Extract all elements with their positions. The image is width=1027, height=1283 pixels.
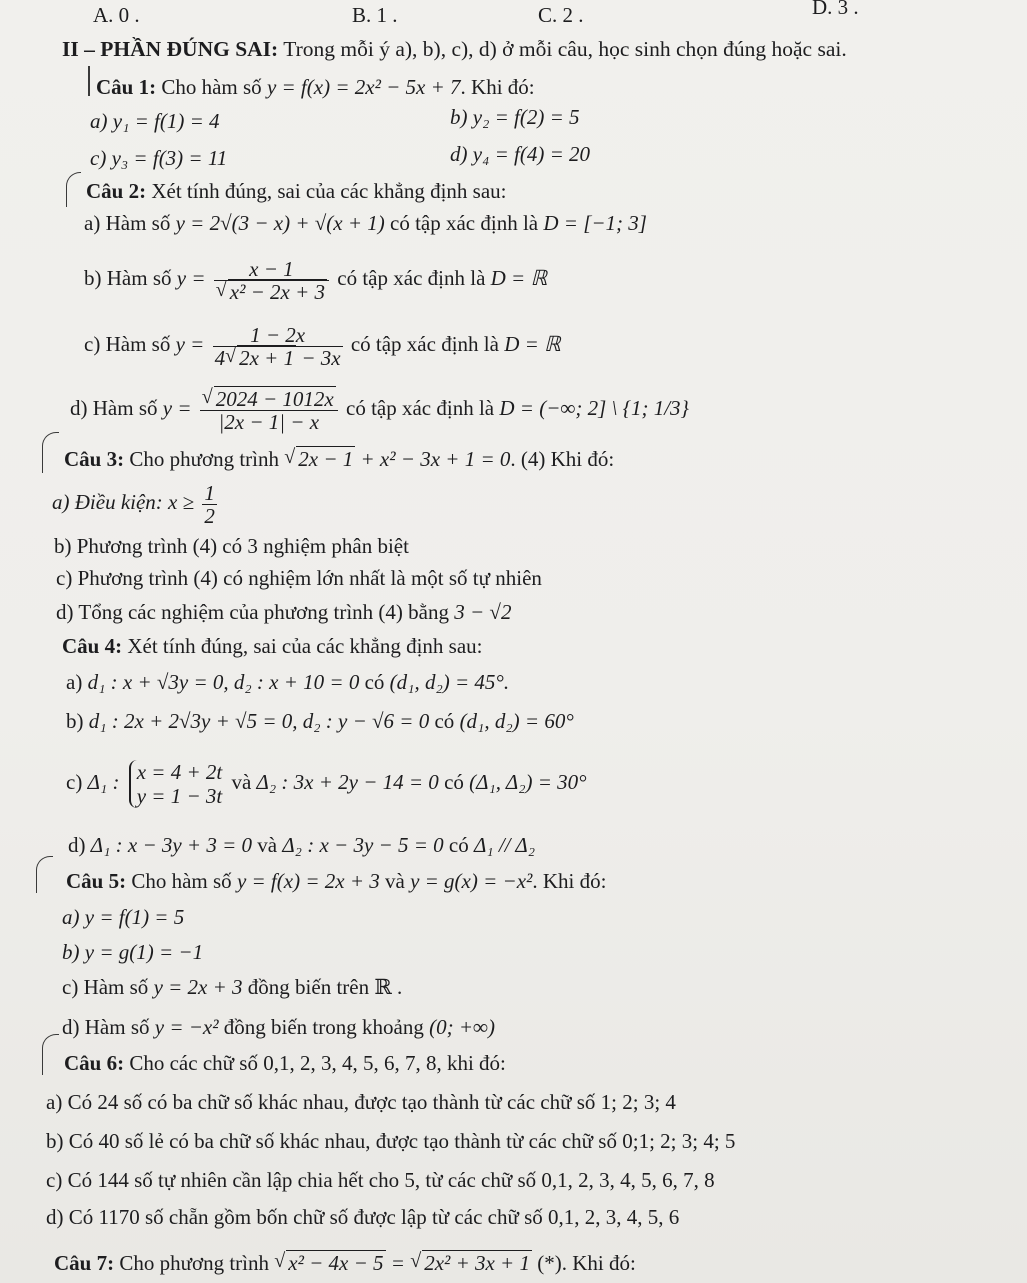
- q2-a-domain: D = [−1; 3]: [543, 211, 647, 235]
- q2-b-domain: D = ℝ: [490, 266, 548, 290]
- q2-item-a: a) Hàm số y = 2√(3 − x) + √(x + 1) có tập xác định là D = [−1; 3]: [84, 211, 647, 235]
- q2-stem: [86, 178, 507, 204]
- q2-text: Xét tính đúng, sai của các khẳng định sau:: [151, 179, 507, 203]
- q7-label: Câu 7:: [54, 1251, 115, 1275]
- q5-item-a: a) y = f(1) = 5: [62, 905, 185, 929]
- q2-label: Câu 2:: [86, 179, 147, 203]
- q2-item-b: b) Hàm số y = x − 1 √ x² − 2x + 3 có tập xác định là D = ℝ: [84, 248, 547, 308]
- q4-item-c: c) Δ₁ : x = 4 + 2t y = 1 − 3t và Δ₂ : 3x + 2y − 14 = 0 có (Δ₁, Δ₂) = 30°: [66, 760, 587, 809]
- q4-item-b: b) d₁ : 2x + 2√3y + √5 = 0, d₂ : y − √6 = 0 có (d₁, d₂) = 60°: [66, 709, 574, 733]
- q1-item-a: a) y₁ = f(1) = 4: [90, 109, 220, 133]
- q1-formula: y = f(x) = 2x² − 5x + 7: [266, 75, 461, 99]
- q4-item-d: d) Δ₁ : x − 3y + 3 = 0 và Δ₂ : x − 3y − 5 = 0 có Δ₁ // Δ₂: [68, 833, 536, 857]
- q1-label: Câu 1:: [96, 75, 157, 99]
- q4-label: Câu 4:: [62, 634, 123, 658]
- q4-c-system: x = 4 + 2t y = 1 − 3t: [129, 760, 223, 808]
- q2-c-domain: D = ℝ: [504, 332, 561, 356]
- q1-text: Cho hàm số: [161, 75, 262, 99]
- q2-item-d: d) Hàm số y = √ $\frac{2024 - 1012x}{|2x - 1| - x}$ có tập xác định là D = (−∞; 2] \ {1; 1/3}: [70, 378, 689, 438]
- margin-mark: [88, 66, 90, 96]
- q1-item-b: b) y₂ = f(2) = 5: [450, 105, 580, 129]
- margin-mark: [36, 856, 53, 893]
- q6-item-d: d) Có 1170 số chẵn gồm bốn chữ số được lập từ các chữ số 0,1, 2, 3, 4, 5, 6: [46, 1205, 680, 1229]
- q5-item-c: c) Hàm số y = 2x + 3 đồng biến trên ℝ .: [62, 975, 403, 999]
- q2-item-c: c) Hàm số y = $\frac{1 - 2x}{4√ 2x + 1 - 3x}$ có tập xác định là D = ℝ: [84, 314, 561, 374]
- q5-item-b: b) y = g(1) = −1: [62, 940, 204, 964]
- q5-stem: Câu 5: Cho hàm số y = f(x) = 2x + 3 và y = g(x) = −x². Khi đó:: [66, 869, 607, 893]
- q3-stem: Câu 3: Cho phương trình √ 2x − 1 + x² − 3x + 1 = 0. (4) Khi đó:: [64, 446, 614, 472]
- q2-d-domain: D = (−∞; 2] \ {1; 1/3}: [499, 396, 689, 420]
- q5-item-d: d) Hàm số y = −x² đồng biến trong khoảng (0; +∞): [62, 1015, 495, 1039]
- q3-item-c: c) Phương trình (4) có nghiệm lớn nhất là một số tự nhiên: [56, 566, 542, 590]
- option-d: D. 3 .: [812, 0, 859, 19]
- option-c: C. 2 .: [538, 3, 584, 27]
- q3-label: Câu 3:: [64, 447, 125, 471]
- option-a: A. 0 .: [93, 3, 140, 27]
- q6-item-a: a) Có 24 số có ba chữ số khác nhau, được tạo thành từ các chữ số 1; 2; 3; 4: [46, 1090, 676, 1114]
- q4-stem: Câu 4: Xét tính đúng, sai của các khẳng định sau:: [62, 634, 483, 658]
- q3-item-b: b) Phương trình (4) có 3 nghiệm phân biệt: [54, 534, 409, 558]
- q1-item-d: d) y₄ = f(4) = 20: [450, 142, 591, 166]
- q3-equation-radicand: 2x − 1: [298, 447, 354, 471]
- margin-mark: [42, 1034, 59, 1075]
- option-b: B. 1 .: [352, 3, 398, 27]
- section-instruction: Trong mỗi ý a), b), c), d) ở mỗi câu, học sinh chọn đúng hoặc sai.: [283, 37, 847, 61]
- q5-label: Câu 5:: [66, 869, 127, 893]
- section-heading: [62, 36, 847, 62]
- q2-a-function: y = 2√(3 − x) + √(x + 1): [175, 211, 385, 235]
- q1-item-c: c) y₃ = f(3) = 11: [90, 146, 228, 170]
- q6-label: Câu 6:: [64, 1051, 125, 1075]
- q1-stem: [96, 74, 535, 100]
- q3-item-a: a) Điều kiện: x ≥ $\frac{1}{2}$: [52, 480, 215, 528]
- margin-mark: [66, 172, 81, 207]
- q7-stem: Câu 7: Cho phương trình √ x² − 4x − 5 = √ 2x² + 3x + 1 (*). Khi đó:: [54, 1250, 636, 1276]
- q6-item-c: c) Có 144 số tự nhiên cần lập chia hết cho 5, từ các chữ số 0,1, 2, 3, 4, 5, 6, 7, 8: [46, 1168, 715, 1192]
- q2-d-fraction: √ $\frac{2024 - 1012x}{|2x - 1| - x}$: [200, 388, 338, 433]
- q3-item-d: d) Tổng các nghiệm của phương trình (4) bằng 3 − √2: [56, 600, 512, 624]
- q2-c-fraction: $\frac{1 - 2x}{4√ 2x + 1 - 3x}$: [213, 324, 343, 369]
- margin-mark: [42, 432, 59, 473]
- q6-stem: Câu 6: Cho các chữ số 0,1, 2, 3, 4, 5, 6, 7, 8, khi đó:: [64, 1051, 506, 1075]
- q4-item-a: a) d₁ : x + √3y = 0, d₂ : x + 10 = 0 có (d₁, d₂) = 45°.: [66, 670, 510, 694]
- q6-item-b: b) Có 40 số lẻ có ba chữ số khác nhau, được tạo thành từ các chữ số 0;1; 2; 3; 4; 5: [46, 1129, 736, 1153]
- q1-tail: . Khi đó:: [460, 75, 535, 99]
- section-title: II – PHẦN ĐÚNG SAI:: [62, 37, 279, 61]
- q2-b-fraction: x − 1 √ x² − 2x + 3: [214, 258, 329, 303]
